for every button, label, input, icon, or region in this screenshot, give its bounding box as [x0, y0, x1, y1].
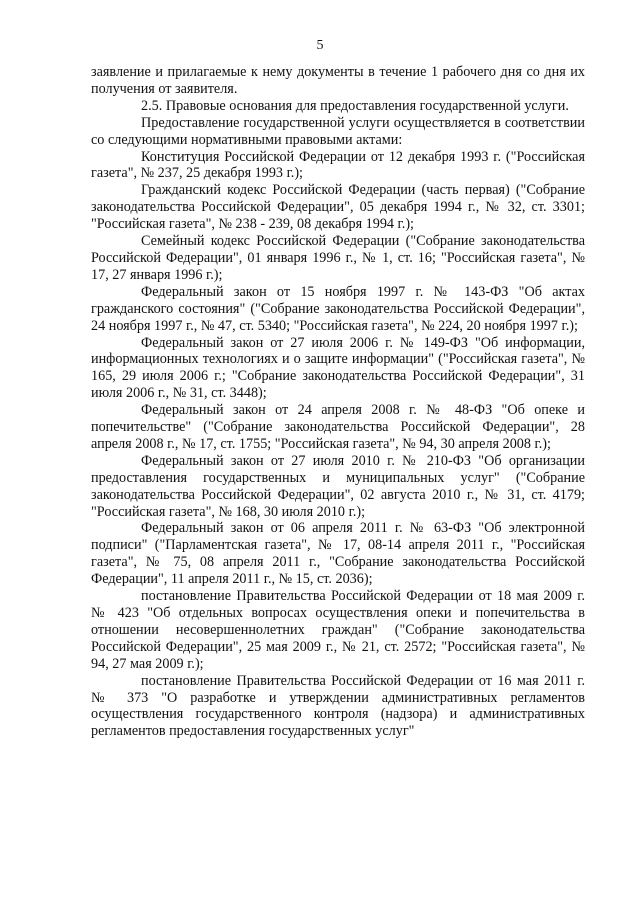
paragraph-decree-423: постановление Правительства Российской Федерации от 18 мая 2009 г. № 423 "Об отдельных вопросах осуществления опеки и попечительства в отношении несовершеннолетних граждан" ("Собрание законодательства Российской Федерации", 25 мая 2009 г., № 21, ст. 2572; "Российская газета", № 94, 27 мая 2009 г.);: [91, 588, 585, 672]
page-number: 5: [316, 38, 324, 53]
paragraph-law-210: Федеральный закон от 27 июля 2010 г. № 210-ФЗ "Об организации предоставления государственных и муниципальных услуг" ("Собрание законодательства Российской Федерации", 02 августа 2010 г., № 31, ст. 4179; "Российская газета", № 168, 30 июля 2010 г.);: [91, 452, 585, 520]
paragraph-intro: Предоставление государственной услуги осуществляется в соответствии со следующими нормативными правовыми актами:: [91, 114, 585, 148]
paragraph-family-code: Семейный кодекс Российской Федерации ("Собрание законодательства Российской Федерации", 01 января 1996 г., № 1, ст. 16; "Российская газета", № 17, 27 января 1996 г.);: [91, 233, 585, 283]
paragraph-civil-code: Гражданский кодекс Российской Федерации (часть первая) ("Собрание законодательства Российской Федерации", 05 декабря 1994 г., № 32, ст. 3301; "Российская газета", № 238 - 239, 08 декабря 1994 г.);: [91, 182, 585, 233]
paragraph-continuation: заявление и прилагаемые к нему документы в течение 1 рабочего дня со дня их получения от заявителя.: [91, 64, 585, 97]
paragraph-section-2-5-heading: 2.5. Правовые основания для предоставления государственной услуги.: [141, 97, 569, 114]
paragraph-law-63: Федеральный закон от 06 апреля 2011 г. № 63-ФЗ "Об электронной подписи" ("Парламентская газета", № 17, 08-14 апреля 2011 г., "Российская газета", № 75, 08 апреля 2011 г., "Собрание законодательства Российской Федерации", 11 апреля 2011 г., № 15, ст. 2036);: [91, 520, 585, 588]
document-body: [91, 64, 585, 740]
paragraph-constitution: Конституция Российской Федерации от 12 декабря 1993 г. ("Российская газета", № 237, 25 декабря 1993 г.);: [91, 148, 585, 182]
paragraph-law-143: Федеральный закон от 15 ноября 1997 г. № 143-ФЗ "Об актах гражданского состояния" ("Собрание законодательства Российской Федерации", 24 ноября 1997 г., № 47, ст. 5340; "Российская газета", № 224, 20 ноября 1997 г.);: [91, 283, 585, 334]
paragraph-decree-373: постановление Правительства Российской Федерации от 16 мая 2011 г. № 373 "О разработке и утверждении административных регламентов осуществления государственного контроля (надзора) и административных регламентов предоставления государственных услуг": [91, 672, 585, 740]
paragraph-law-149: Федеральный закон от 27 июля 2006 г. № 149-ФЗ "Об информации, информационных технологиях и о защите информации" ("Российская газета", № 165, 29 июля 2006 г.; "Собрание законодательства Российской Федерации", 31 июля 2006 г., № 31, ст. 3448);: [91, 334, 585, 402]
paragraph-law-48: Федеральный закон от 24 апреля 2008 г. № 48-ФЗ "Об опеке и попечительстве" ("Собрание законодательства Российской Федерации", 28 апреля 2008 г., № 17, ст. 1755; "Российская газета", № 94, 30 апреля 2008 г.);: [91, 402, 585, 452]
